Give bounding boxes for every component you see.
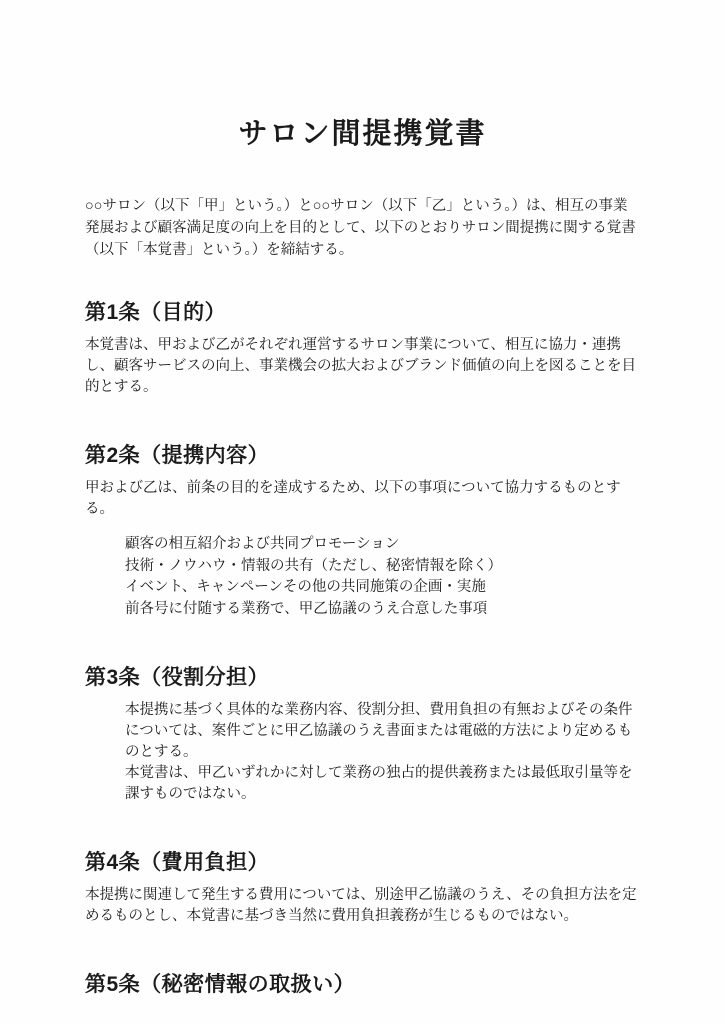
- article-3-indented-text: [125, 700, 640, 805]
- section-article-1: [85, 301, 640, 398]
- article-1-heading: 第1条（目的）: [85, 301, 227, 324]
- article-2-item-list: [125, 534, 640, 620]
- section-article-4: [85, 851, 640, 927]
- article-3-heading: 第3条（役割分担）: [85, 666, 270, 689]
- article-4-heading: 第4条（費用負担）: [85, 851, 270, 874]
- list-item: 前各号に付随する業務で、甲乙協議のうえ合意した事項: [125, 600, 488, 617]
- list-item: イベント、キャンペーンその他の共同施策の企画・実施: [125, 579, 486, 595]
- section-article-5: [85, 973, 640, 996]
- list-item: 技術・ノウハウ・情報の共有（ただし、秘密情報を除く）: [125, 557, 502, 574]
- article-3-paragraph: 本提携に基づく具体的な業務内容、役割分担、費用負担の有無およびその条件については、案件ごとに甲乙協議のうえ書面または電磁的方法により定めるものとする。: [125, 702, 633, 760]
- article-1-body: 本覚書は、甲および乙がそれぞれ運営するサロン事業について、相互に協力・連携し、顧客サービスの向上、事業機会の拡大およびブランド価値の向上を図ることを目的とする。: [85, 337, 636, 395]
- section-article-3: [85, 666, 640, 805]
- document-title: サロン間提携覚書: [238, 118, 487, 150]
- article-5-heading: 第5条（秘密情報の取扱い）: [85, 973, 356, 996]
- intro-paragraph: ○○サロン（以下「甲」という。）と○○サロン（以下「乙」という。）は、相互の事業発展および顧客満足度の向上を目的として、以下のとおりサロン間提携に関する覚書（以下「本覚書」という。）を締結する。: [85, 198, 636, 258]
- article-3-paragraph: 本覚書は、甲乙いずれかに対して業務の独占的提供義務または最低取引量等を課すものではない。: [125, 765, 633, 802]
- section-article-2: [85, 444, 640, 620]
- list-item: 顧客の相互紹介および共同プロモーション: [125, 536, 400, 552]
- article-4-body: 本提携に関連して発生する費用については、別途甲乙協議のうえ、その負担方法を定めるものとし、本覚書に基づき当然に費用負担義務が生じるものではない。: [85, 887, 637, 924]
- article-2-body: 甲および乙は、前条の目的を達成するため、以下の事項について協力するものとする。: [85, 480, 621, 517]
- article-2-heading: 第2条（提携内容）: [85, 444, 270, 467]
